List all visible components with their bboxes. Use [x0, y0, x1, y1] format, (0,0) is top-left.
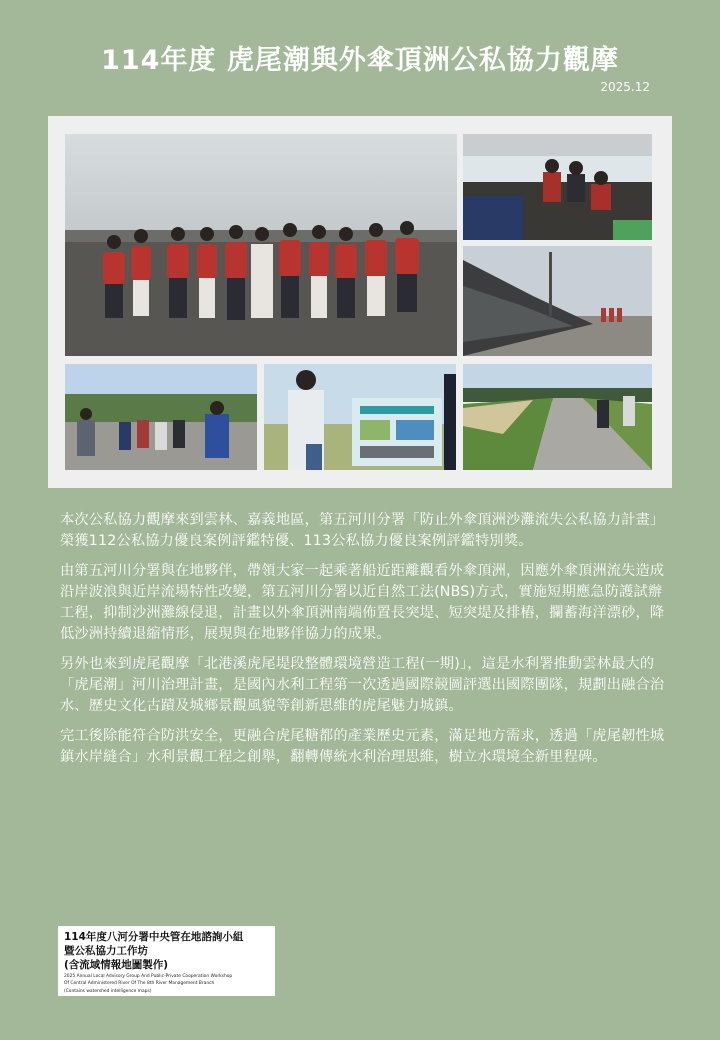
logo-title-line2: 暨公私協力工作坊 [64, 945, 148, 957]
logo-english-line1: 2025 Annual Local Advisory Group And Public-Private Cooperation Workshop [64, 974, 233, 979]
oyster-racks-photo [463, 246, 652, 356]
boat-interior-photo [463, 134, 652, 240]
page-title: 114年度 虎尾潮與外傘頂洲公私協力觀摩 [101, 45, 619, 76]
logo-english-line2: Of Central Administered River Of The 8th River Management Branch [64, 981, 215, 987]
article-body [60, 510, 666, 777]
photo-collage [48, 116, 672, 488]
group-photo-beach [65, 134, 457, 356]
speaker-poster-photo [264, 364, 456, 470]
logo-title-line3: (含流域情報地圖製作) [64, 959, 169, 971]
logo-english-line3: (Contains watershed intelligence maps) [64, 988, 152, 994]
workshop-logo [58, 926, 275, 996]
article-paragraph-3: 另外也來到虎尾觀摩「北港溪虎尾堤段整體環境營造工程(一期)」，這是水利署推動雲林最大的「虎尾潮」河川治理計畫，是國內水利工程第一次透過國際競圖評選出國際團隊，規劃出融合治水、歷史文化古蹟及城鄉景觀風貌等創新思維的虎尾魅力城鎮。 [60, 656, 665, 714]
group-walk-photo [65, 364, 257, 470]
logo-title-line1: 114年度八河分署中央管在地諮詢小組 [64, 931, 244, 943]
article-paragraph-2: 由第五河川分署與在地夥伴，帶領大家一起乘著船近距離觀看外傘頂洲，因應外傘頂洲流失造成沿岸波浪與近岸流場特性改變，第五河川分署以近自然工法(NBS)方式，實施短期應急防護試辦工程，抑制沙洲灘線侵退，計畫以外傘頂洲南端佈置長突堤、短突堤及排樁，攔蓄海洋漂砂，降低沙洲持續退縮情形，展現與在地夥伴協力的成果。 [60, 563, 665, 642]
riverside-terrace-photo [463, 364, 652, 470]
article-paragraph-1: 本次公私協力觀摩來到雲林、嘉義地區，第五河川分署「防止外傘頂洲沙灘流失公私協力計畫」榮獲112公私協力優良案例評鑑特優、113公私協力優良案例評鑑特別獎。 [60, 512, 665, 549]
article-paragraph-4: 完工後除能符合防洪安全，更融合虎尾糖都的產業歷史元素，滿足地方需求，透過「虎尾韌性城鎮水岸縫合」水利景觀工程之創舉，翻轉傳統水利治理思維，樹立水環境全新里程碑。 [60, 728, 665, 765]
page-date: 2025.12 [600, 80, 650, 94]
